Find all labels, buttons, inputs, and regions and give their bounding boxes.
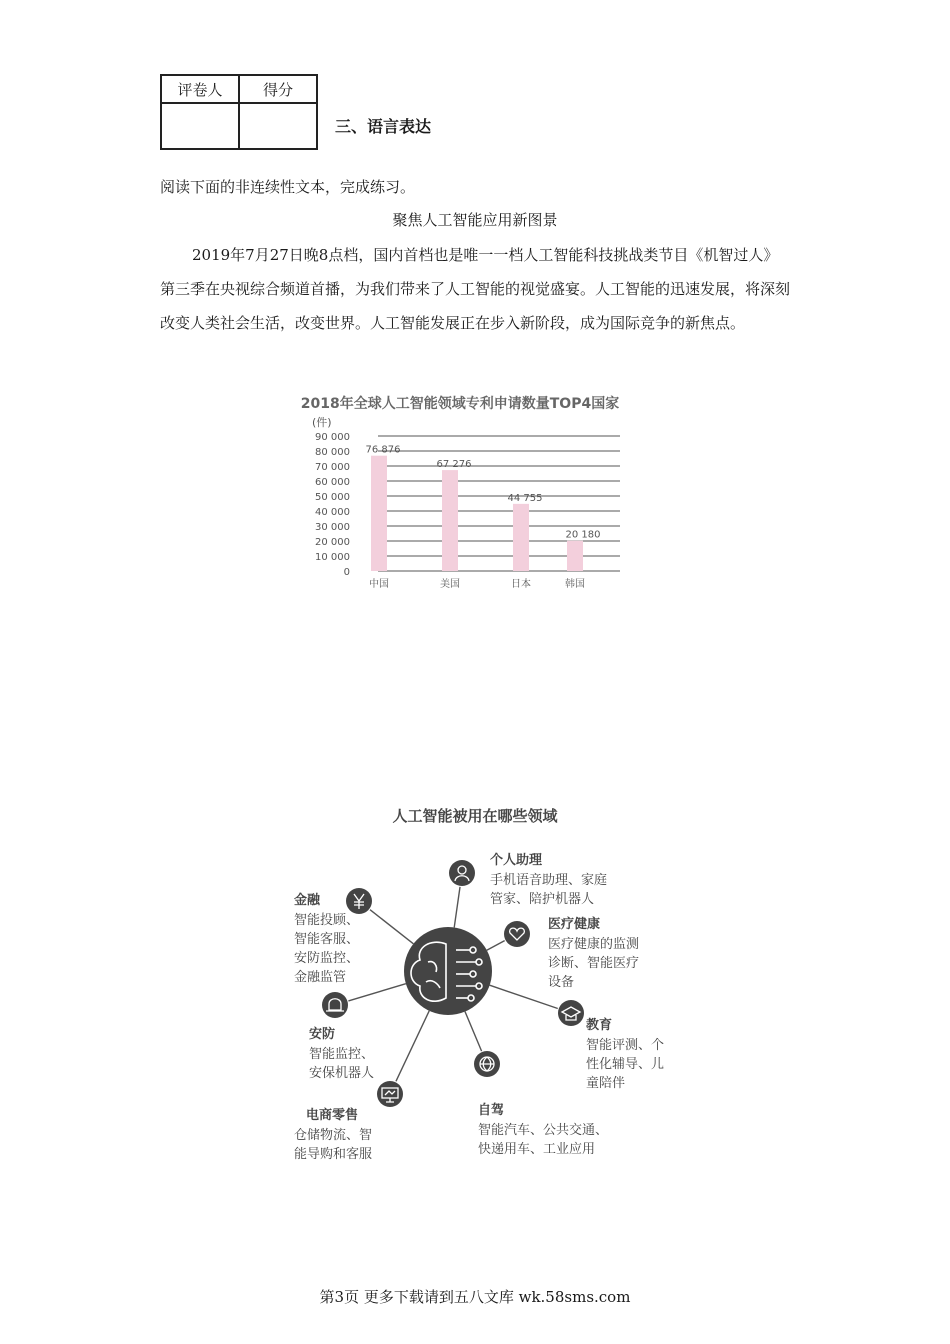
x-tick-label: 中国 [369,579,389,590]
y-tick-label: 30 000 [315,522,350,533]
diagram-title: 人工智能被用在哪些领域 [392,807,558,825]
field-description-line: 安保机器人 [309,1066,375,1081]
chart-title: 2018年全球人工智能领域专利申请数量TOP4国家 [300,396,620,412]
icon-circle [449,860,475,886]
y-tick-label: 60 000 [315,477,350,488]
patent-bar-chart [280,388,640,593]
y-tick-label: 70 000 [315,462,350,473]
grader-label: 评卷人 [161,75,239,103]
field-description-line: 安防监控、 [294,951,360,966]
y-tick-label: 0 [343,567,350,578]
field-description-line: 诊断、智能医疗 [548,956,640,971]
field-description-line: 管家、陪护机器人 [490,892,595,907]
spoke-line [454,887,460,928]
field-name: 教育 [586,1018,613,1033]
heart-icon [504,921,530,947]
x-tick-label: 日本 [511,579,531,590]
y-tick-label: 80 000 [315,447,350,458]
field-description-line: 智能汽车、公共交通、 [478,1123,609,1138]
graduation-cap-icon [558,1000,584,1026]
page-footer: 第3页 更多下载请到五八文库 wk.58sms.com [319,1288,631,1306]
section-title: 三、语言表达 [335,117,432,136]
bar [513,504,529,571]
y-axis-label: (件) [312,416,332,429]
x-tick-label: 韩国 [565,579,585,590]
score-table [160,74,318,150]
icon-circle [377,1081,403,1107]
globe-icon [474,1051,500,1077]
spoke-line [465,1012,482,1052]
field-description-line: 智能投顾、 [294,913,360,928]
bar-value-label: 44 755 [507,492,543,504]
field-name: 自驾 [478,1103,505,1118]
y-tick-label: 50 000 [315,492,350,503]
person-icon [449,860,475,886]
y-tick-label: 40 000 [315,507,350,518]
spoke-line [370,910,413,944]
field-description-line: 智能监控、 [309,1047,375,1062]
field-description-line: 快递用车、工业应用 [478,1142,596,1157]
score-label: 得分 [239,75,317,103]
score-cell[interactable] [239,103,317,149]
y-tick-label: 10 000 [315,552,350,563]
field-description-line: 童陪伴 [586,1076,626,1091]
field-name: 医疗健康 [548,917,601,932]
field-description-line: 金融监管 [294,970,347,985]
instruction-text: 阅读下面的非连续性文本，完成练习。 [160,178,416,196]
field-description-line: 智能客服、 [294,932,360,947]
x-tick-label: 美国 [440,579,460,590]
bar-value-label: 20 180 [565,529,601,541]
icon-circle [558,1000,584,1026]
bar [567,541,583,571]
bar [371,456,387,571]
field-name: 安防 [309,1027,336,1042]
article-paragraph-text: 2019年7月27日晚8点档，国内首档也是唯一一档人工智能科技挑战类节目《机智过人》第三季在央视综合频道首播，为我们带来了人工智能的视觉盛宴。人工智能的迅速发展，将深刻改变人类社会生活，改变世界。人工智能发展正在步入新阶段，成为国际竞争的新焦点。 [160,246,791,332]
field-description-line: 能导购和客服 [294,1147,373,1162]
field-description-line: 性化辅导、儿 [586,1057,665,1072]
spoke-line [396,1011,429,1082]
field-description-line: 设备 [548,975,575,990]
bar [442,470,458,571]
y-tick-label: 90 000 [315,432,350,443]
icon-circle [504,921,530,947]
icon-circle [322,992,348,1018]
spoke-line [348,984,405,1001]
field-name: 电商零售 [306,1108,359,1123]
spoke-line [487,941,505,951]
ai-fields-diagram [270,800,710,1170]
yen-icon [346,888,372,914]
bar-value-label: 67 276 [436,459,472,471]
y-tick-label: 20 000 [315,537,350,548]
field-name: 个人助理 [490,853,543,868]
field-description-line: 智能评测、个 [586,1038,665,1053]
brain-hub [404,927,492,1015]
field-description-line: 仓储物流、智 [294,1128,373,1143]
field-name: 金融 [294,893,321,908]
monitor-icon [377,1081,403,1107]
field-description-line: 手机语音助理、家庭 [490,873,608,888]
article-title: 聚焦人工智能应用新图景 [392,211,558,229]
alarm-icon [322,992,348,1018]
field-description-line: 医疗健康的监测 [548,937,640,952]
article-paragraph [160,238,790,340]
grader-cell[interactable] [161,103,239,149]
bar-value-label: 76 876 [365,444,401,456]
